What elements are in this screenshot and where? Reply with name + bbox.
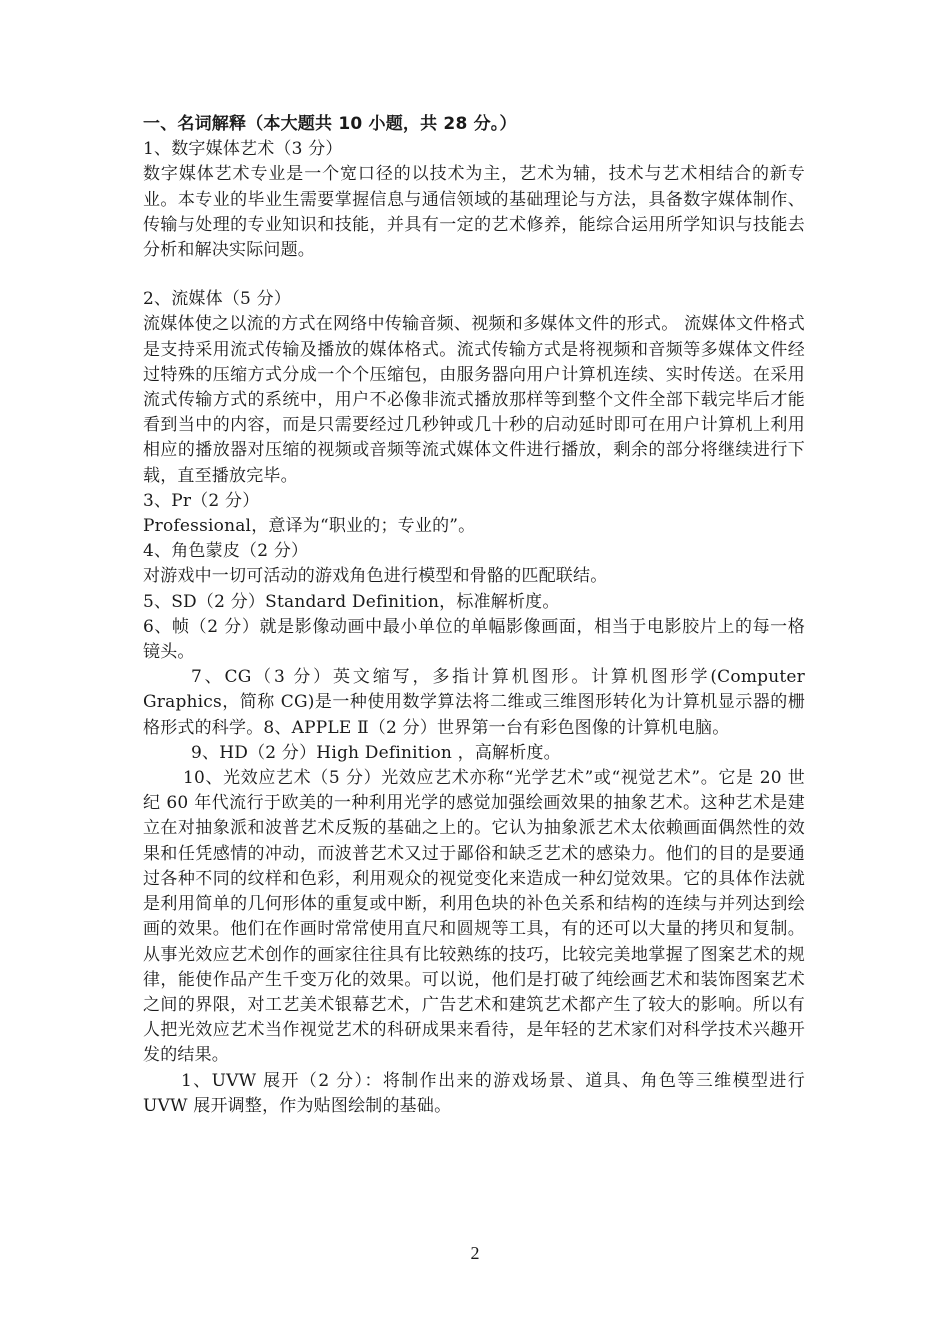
term-1-title: 1、数字媒体艺术（3 分） [143,139,343,160]
term-6: 6、帧（2 分）就是影像动画中最小单位的单幅影像画面，相当于电影胶片上的每一格镜头。 [143,616,805,663]
term-4-title: 4、角色蒙皮（2 分） [143,541,309,562]
term-3-title: 3、Pr（2 分） [143,490,260,511]
term-uvw: 1、UVW 展开（2 分）：将制作出来的游戏场景、道具、角色等三维模型进行 UVW 展开调整，作为贴图绘制的基础。 [143,1070,805,1116]
page-content [143,112,805,1119]
page-number: 2 [470,1243,480,1263]
spacer [143,263,805,287]
term-1-definition: 数字媒体艺术专业是一个宽口径的以技术为主，艺术为辅，技术与艺术相结合的新专业。本专业的毕业生需要掌握信息与通信领域的基础理论与方法，具备数字媒体制作、传输与处理的专业知识和技能，并具有一定的艺术修养，能综合运用所学知识与技能去分析和解决实际问题。 [143,164,805,261]
term-2-definition: 流媒体使之以流的方式在网络中传输音频、视频和多媒体文件的形式。 流媒体文件格式是支持采用流式传输及播放的媒体格式。流式传输方式是将视频和音频等多媒体文件经过特殊的压缩方式分成一个个压缩包，由服务器向用户计算机连续、实时传送。在采用流式传输方式的系统中，用户不必像非流式播放那样等到整个文件全部下载完毕后才能看到当中的内容，而是只需要经过几秒钟或几十秒的启动延时即可在用户计算机上利用相应的播放器对压缩的视频或音频等流式媒体文件进行播放，剩余的部分将继续进行下载，直至播放完毕。 [143,314,805,486]
section-heading: 一、名词解释（本大题共 10 小题，共 28 分。） [143,114,517,134]
term-3-definition: Professional，意译为“职业的；专业的”。 [143,516,476,537]
term-7-8: 7、CG（3 分）英文缩写，多指计算机图形。计算机图形学(Computer Graphics，简称 CG)是一种使用数学算法将二维或三维图形转化为计算机显示器的栅格形式的科学。8、APPLE Ⅱ（2 分）世界第一台有彩色图像的计算机电脑。 [143,667,805,738]
term-10: 10、光效应艺术（5 分）光效应艺术亦称“光学艺术”或“视觉艺术”。它是 20 世纪 60 年代流行于欧美的一种利用光学的感觉加强绘画效果的抽象艺术。这种艺术是建立在对抽象派和波普艺术反叛的基础之上的。它认为抽象派艺术太依赖画面偶然性的效果和任凭感情的冲动，而波普艺术又过于鄙俗和缺乏艺术的感染力。他们的目的是要通过各种不同的纹样和色彩，利用观众的视觉变化来造成一种幻觉效果。它的具体作法就是利用简单的几何形体的重复或中断，利用色块的补色关系和结构的连续与并列达到绘画的效果。他们在作画时常常使用直尺和圆规等工具，有的还可以大量的拷贝和复制。从事光效应艺术创作的画家往往具有比较熟练的技巧，比较完美地掌握了图案艺术的规律，能使作品产生千变万化的效果。可以说，他们是打破了纯绘画艺术和装饰图案艺术之间的界限，对工艺美术银幕艺术，广告艺术和建筑艺术都产生了较大的影响。所以有人把光效应艺术当作视觉艺术的科研成果来看待，是年轻的艺术家们对科学技术兴趣开发的结果。 [143,768,805,1066]
term-5: 5、SD（2 分）Standard Definition，标准解析度。 [143,591,560,612]
term-4-definition: 对游戏中一切可活动的游戏角色进行模型和骨骼的匹配联结。 [143,566,608,587]
term-9: 9、HD（2 分）High Definition ，高解析度。 [191,742,561,763]
term-2-title: 2、流媒体（5 分） [143,289,292,310]
